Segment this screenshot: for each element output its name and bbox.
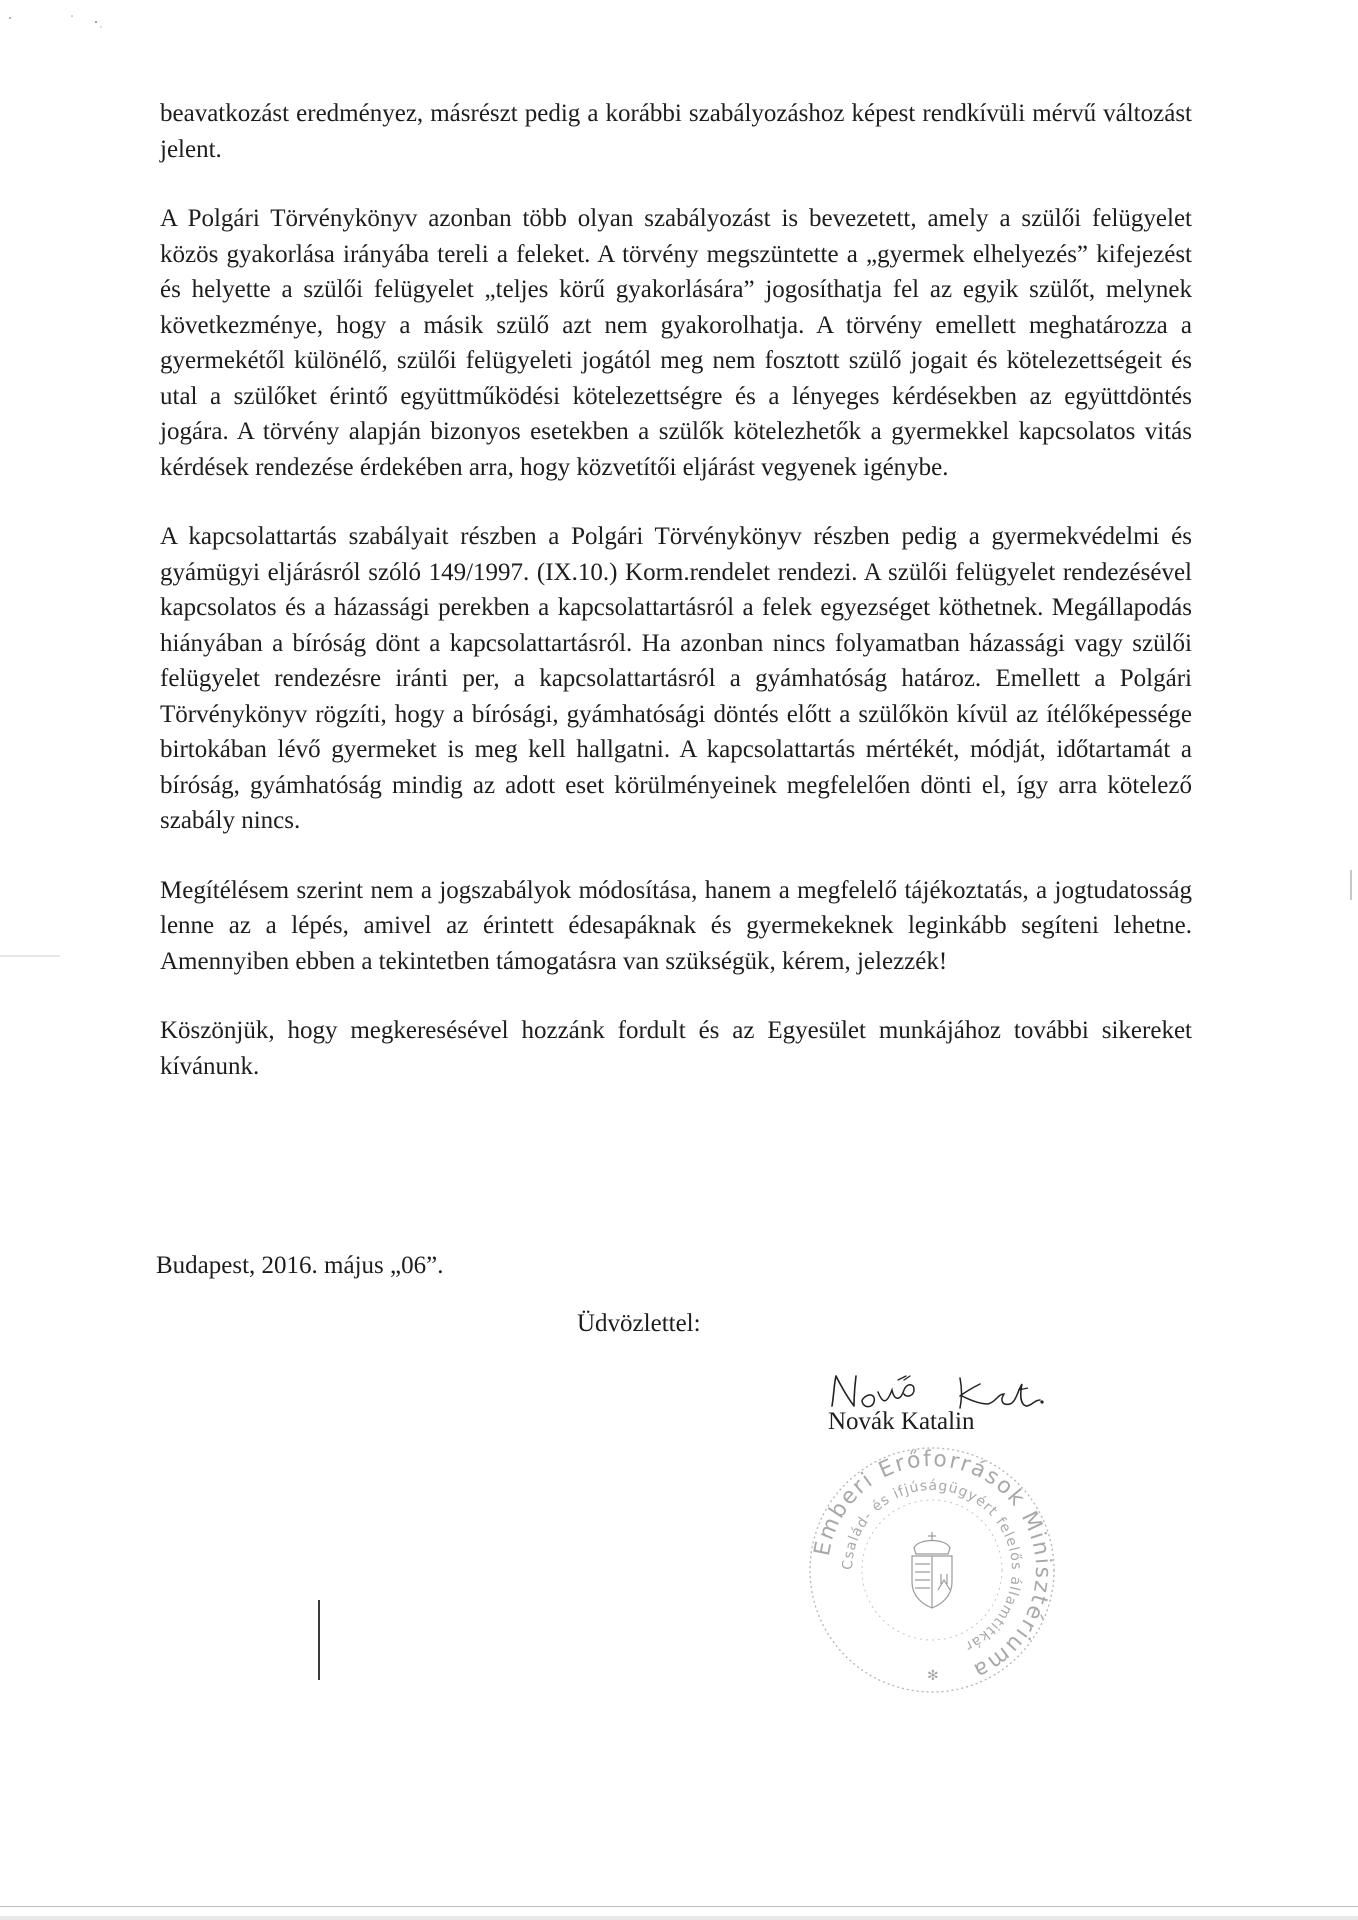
- page-bottom-shadow: [0, 1916, 1358, 1920]
- paragraph-opinion: Megítélésem szerint nem a jogszabályok módosítása, hanem a megfelelő tájékoztatás, a jogtudatosság lenne az a lépés, amivel az érintett édesapáknak és gyermekeknek leginkább segíteni lehetne. Amennyiben ebben a tekintetben támogatásra van szükségük, kérem, jelezzék!: [160, 876, 1192, 975]
- page-bottom-edge: [0, 1906, 1358, 1907]
- svg-text:Emberi Erőforrások Minisztériu: Emberi Erőforrások Minisztériuma: [809, 1446, 1056, 1684]
- paragraph-intro-continuation: beavatkozást eredményez, másrészt pedig a korábbi szabályozáshoz képest rendkívüli mérvű változást jelent.: [160, 100, 1192, 163]
- letter-greeting: Üdvözlettel:: [577, 1310, 701, 1337]
- svg-text:✻: ✻: [927, 1668, 939, 1684]
- scan-edge-mark: [0, 955, 60, 957]
- paragraph-civil-code: A Polgári Törvénykönyv azonban több olyan szabályozást is bevezetett, amely a szülői felügyelet közös gyakorlása irányába tereli a feleket. A törvény megszüntette a „gyermek elhelyezés” kifejezést és helyette a szülői felügyelet „teljes körű gyakorlására” jogosíthatja fel az egyik szülőt, melynek következménye, hogy a másik szülő azt nem gyakorolhatja. A törvény emellett meghatározza a gyermekétől különélő, szülői felügyeleti jogától meg nem fosztott szülő jogait és kötelezettségeit és utal a szülőket érintő együttműködési kötelezettségre és a lényeges kérdésekben az együttdöntés jogára. A törvény alapján bizonyos esetekben a szülők kötelezhetők a gyermekkel kapcsolatos vitás kérdések rendezése érdekében arra, hogy közvetítői eljárást vegyenek igénybe.: [160, 205, 1192, 481]
- official-stamp-seal: [802, 1440, 1062, 1700]
- paragraph-contact-rules: A kapcsolattartás szabályait részben a Polgári Törvénykönyv részben pedig a gyermekvédelmi és gyámügyi eljárásról szóló 149/1997. (IX.10.) Korm.rendelet rendezi. A szülői felügyelet rendezésével kapcsolatos és a házassági perekben a kapcsolattartásról a felek egyezséget köthetnek. Megállapodás hiányában a bíróság dönt a kapcsolattartásról. Ha azonban nincs folyamatban házassági vagy szülői felügyelet rendezésre iránti per, a kapcsolattartásról a gyámhatóság határoz. Emellett a Polgári Törvénykönyv rögzíti, hogy a bírósági, gyámhatósági döntés előtt a szülőkön kívül az ítélőképessége birtokában lévő gyermeket is meg kell hallgatni. A kapcsolattartás mértékét, módját, időtartamát a bíróság, gyámhatóság mindig az adott eset körülményeinek megfelelően dönti el, így arra kötelező szabály nincs.: [160, 523, 1192, 834]
- letter-body: [160, 96, 1192, 1118]
- coat-of-arms-icon: [912, 1532, 952, 1608]
- svg-text:Család- és ifjúságügyért felel: Család- és ifjúságügyért felelős államtitkár: [839, 1477, 1025, 1655]
- paragraph-closing: Köszönjük, hogy megkeresésével hozzánk fordult és az Egyesület munkájához további sikereket kívánunk.: [160, 1017, 1192, 1080]
- scan-margin-line: [318, 1600, 320, 1680]
- scan-speck-mark: [0, 0, 140, 40]
- letter-date: Budapest, 2016. május „06”.: [156, 1252, 444, 1279]
- signer-name: Novák Katalin: [828, 1408, 975, 1435]
- scan-edge-mark-right: [1350, 870, 1352, 900]
